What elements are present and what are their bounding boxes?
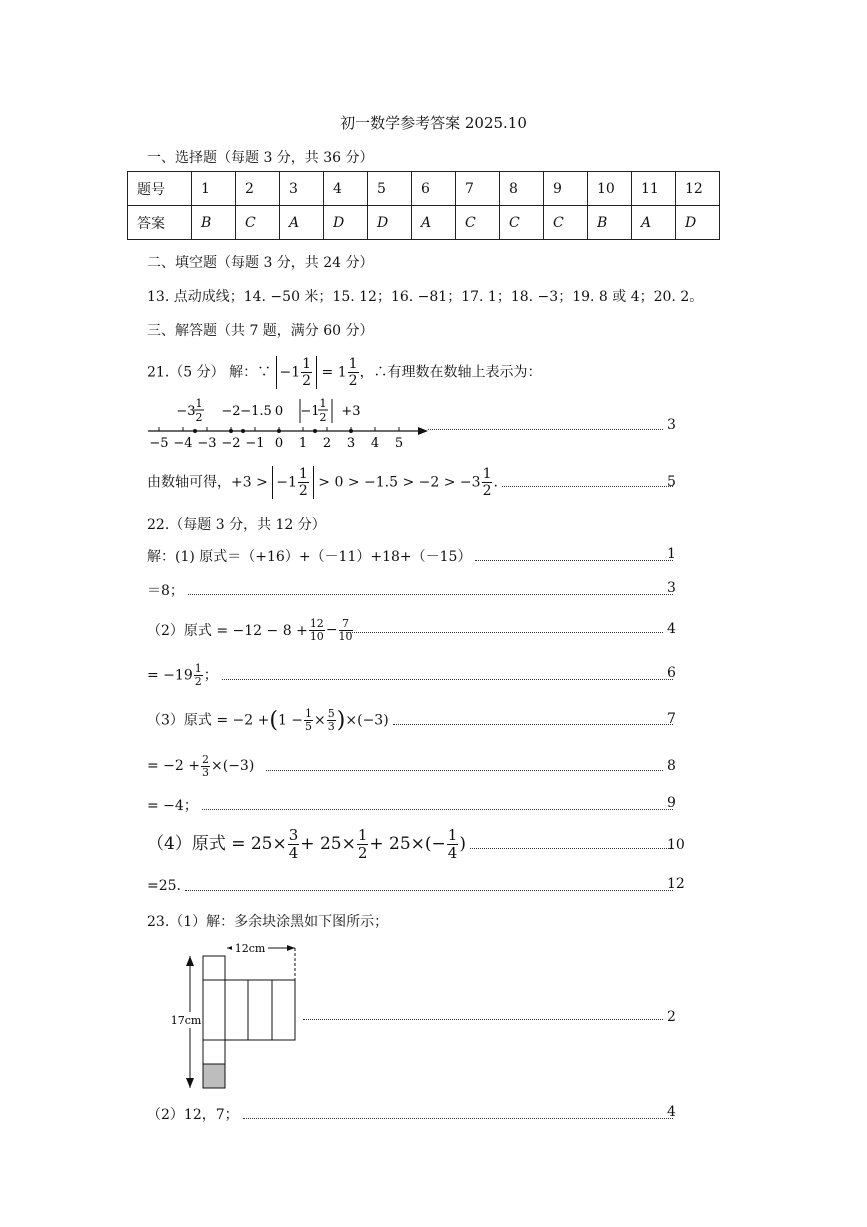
point-label: +3 bbox=[341, 404, 361, 419]
table-row bbox=[128, 172, 720, 206]
q22-heading: 22.（每题 3 分，共 12 分） bbox=[147, 517, 326, 533]
q21-statement bbox=[147, 356, 542, 389]
denominator: 4 bbox=[447, 843, 458, 862]
numerator: 1 bbox=[305, 706, 313, 720]
numerator: 1 bbox=[348, 356, 358, 372]
table-cell: 7 bbox=[456, 172, 500, 206]
score: 12 bbox=[667, 876, 685, 892]
numerator: 7 bbox=[339, 618, 353, 631]
expr: （2）原式 = −12 − 8 + bbox=[147, 623, 308, 639]
expr: （3）原式 = −2 + bbox=[147, 712, 270, 728]
tick-label: −2 bbox=[221, 436, 241, 451]
score: 10 bbox=[667, 837, 685, 853]
denominator: 4 bbox=[288, 843, 299, 862]
fraction bbox=[201, 754, 210, 779]
fraction bbox=[288, 827, 300, 862]
dot-leader bbox=[475, 560, 673, 561]
expr: ； bbox=[203, 667, 218, 683]
table-cell: B bbox=[588, 206, 632, 240]
table-row-head: 题号 bbox=[128, 172, 192, 206]
q22-line-text: ＝8； bbox=[147, 583, 184, 599]
q22-line-text: 解：(1) 原式＝（+16）+（－11）+18+（－15） bbox=[147, 549, 472, 565]
denominator: 2 bbox=[357, 843, 368, 862]
numerator: 3 bbox=[288, 825, 299, 844]
point-label: −2 bbox=[221, 404, 241, 419]
table-row-head: 答案 bbox=[128, 206, 192, 240]
arrow bbox=[186, 1078, 194, 1088]
tick-label: −1 bbox=[245, 436, 265, 451]
denominator: 5 bbox=[305, 719, 313, 733]
fraction bbox=[298, 466, 309, 499]
net-cell bbox=[248, 980, 272, 1040]
expr: = −19 bbox=[147, 667, 193, 683]
table-cell: C bbox=[236, 206, 280, 240]
net-cell bbox=[225, 980, 248, 1040]
numerator: 2 bbox=[202, 752, 209, 766]
table-cell: A bbox=[412, 206, 456, 240]
score: 4 bbox=[667, 621, 676, 637]
numerator: 1 bbox=[357, 825, 368, 844]
table-cell: C bbox=[544, 206, 588, 240]
table-cell: 10 bbox=[588, 172, 632, 206]
denominator: 2 bbox=[194, 674, 202, 688]
q21-m1: −1 bbox=[279, 364, 301, 381]
score: 1 bbox=[667, 546, 676, 562]
q21-mid: ，∴有理数在数轴上表示为： bbox=[359, 364, 542, 381]
score: 6 bbox=[667, 665, 676, 681]
numerator: 1 bbox=[447, 825, 458, 844]
q22-line bbox=[147, 614, 354, 646]
score: 2 bbox=[667, 1009, 676, 1025]
point bbox=[193, 429, 197, 433]
expr: 1 − bbox=[277, 712, 304, 728]
numerator: 12 bbox=[309, 616, 324, 630]
fraction bbox=[339, 618, 353, 643]
table-cell: A bbox=[632, 206, 676, 240]
arrow bbox=[287, 945, 295, 951]
dot-leader bbox=[346, 632, 663, 633]
q22-line bbox=[147, 546, 677, 566]
point-label-den: 2 bbox=[319, 411, 327, 424]
score: 9 bbox=[667, 795, 676, 811]
tick-label: 0 bbox=[274, 436, 284, 451]
point-label-den: 2 bbox=[195, 411, 203, 424]
table-cell: B bbox=[192, 206, 236, 240]
score: 5 bbox=[667, 474, 676, 490]
table-cell: C bbox=[456, 206, 500, 240]
conclusion-b: > 0 > −1.5 > −2 > −3 bbox=[318, 474, 481, 490]
table-cell: 9 bbox=[544, 172, 588, 206]
section-fill-heading: 二、填空题（每题 3 分，共 24 分） bbox=[147, 255, 374, 271]
dot-leader bbox=[185, 890, 673, 891]
score: 3 bbox=[667, 417, 676, 433]
table-cell: 5 bbox=[368, 172, 412, 206]
tick-label: 4 bbox=[370, 436, 380, 451]
dot-leader bbox=[202, 809, 673, 810]
denominator: 2 bbox=[302, 373, 312, 389]
expr: （4）原式 = 25× bbox=[147, 833, 287, 854]
table-cell: D bbox=[324, 206, 368, 240]
net-cell-shaded bbox=[203, 1064, 225, 1088]
table-cell: 12 bbox=[676, 172, 720, 206]
q22-line bbox=[147, 660, 677, 690]
fraction bbox=[348, 356, 359, 389]
tick-label: −4 bbox=[173, 436, 193, 451]
numerator: 1 bbox=[194, 661, 202, 675]
denominator: 2 bbox=[348, 373, 358, 389]
table-row bbox=[128, 206, 720, 240]
numerator: 1 bbox=[298, 465, 308, 482]
point-label: −1 bbox=[300, 404, 320, 419]
point bbox=[241, 429, 245, 433]
point-label-num: 1 bbox=[319, 397, 327, 410]
fraction bbox=[447, 827, 459, 862]
section-solve-heading: 三、解答题（共 7 题，满分 60 分） bbox=[147, 323, 374, 339]
table-cell: 11 bbox=[632, 172, 676, 206]
q23-line-text: （2）12，7； bbox=[147, 1107, 239, 1123]
q22-line-text: =25. bbox=[147, 878, 181, 894]
choice-answer-table bbox=[127, 171, 720, 240]
table-cell: D bbox=[368, 206, 412, 240]
expr: − bbox=[325, 622, 338, 638]
numerator: 1 bbox=[302, 356, 312, 372]
denominator: 3 bbox=[327, 719, 335, 733]
q22-line-text bbox=[147, 827, 466, 862]
dot-leader bbox=[428, 429, 663, 430]
denominator: 10 bbox=[338, 629, 353, 643]
tick-label: −5 bbox=[149, 436, 169, 451]
section-choice-heading: 一、选择题（每题 3 分，共 36 分） bbox=[147, 150, 374, 166]
net-cell bbox=[203, 980, 225, 1040]
point bbox=[229, 429, 233, 433]
dot-leader bbox=[188, 594, 673, 595]
expr: ×(−3) bbox=[211, 758, 255, 774]
table-cell: 4 bbox=[324, 172, 368, 206]
paren: ) bbox=[336, 707, 346, 733]
point-label-num: 1 bbox=[195, 397, 203, 410]
height-label: 17cm bbox=[170, 1014, 202, 1027]
tick-label: 2 bbox=[322, 436, 332, 451]
dot-leader bbox=[266, 770, 663, 771]
number-line bbox=[140, 395, 440, 455]
dot-leader bbox=[222, 679, 673, 680]
tick-label: −3 bbox=[197, 436, 217, 451]
net-diagram bbox=[165, 936, 305, 1092]
score: 7 bbox=[667, 711, 676, 727]
dot-leader bbox=[243, 1118, 673, 1119]
denominator: 2 bbox=[298, 482, 308, 499]
point-label: 0 bbox=[274, 404, 284, 419]
q22-line-text bbox=[147, 708, 389, 733]
tick-label: 3 bbox=[346, 436, 356, 451]
q23-heading: 23.（1）解：多余块涂黑如下图所示； bbox=[147, 914, 389, 930]
q22-line-text bbox=[147, 663, 218, 688]
table-cell: C bbox=[500, 206, 544, 240]
width-label: 12cm bbox=[234, 942, 266, 955]
q22-line bbox=[147, 826, 677, 862]
table-cell: 3 bbox=[280, 172, 324, 206]
q22-line bbox=[147, 580, 677, 600]
expr: + 25×(− bbox=[369, 833, 446, 854]
point bbox=[277, 429, 281, 433]
fraction bbox=[194, 663, 203, 688]
tick-label: 5 bbox=[394, 436, 404, 451]
denominator: 3 bbox=[202, 765, 209, 779]
point bbox=[313, 429, 317, 433]
q21-head: 21.（5 分） 解：∵ bbox=[147, 364, 272, 381]
dot-leader bbox=[303, 1019, 663, 1020]
q21-conclusion bbox=[147, 465, 677, 499]
q22-line-text: = −4； bbox=[147, 798, 198, 814]
score: 4 bbox=[667, 1104, 676, 1120]
q23-line bbox=[147, 1104, 677, 1124]
conclusion-a: 由数轴可得，+3 > bbox=[147, 474, 268, 490]
dot-leader bbox=[470, 848, 673, 849]
arrow bbox=[186, 956, 194, 966]
score: 3 bbox=[667, 580, 676, 596]
fraction bbox=[482, 466, 493, 499]
abs-value bbox=[272, 466, 314, 499]
net-cell bbox=[203, 1040, 225, 1064]
expr: + 25× bbox=[300, 833, 356, 854]
point-label: −3 bbox=[176, 404, 196, 419]
score: 8 bbox=[667, 758, 676, 774]
abs-value bbox=[276, 356, 318, 389]
q21-conclusion-text: 由数轴可得，+3 > −1 $\frac{1}{2}$ > 0 > −1.5 > −2 > −3 $\frac{1}{2}$ . bbox=[147, 465, 498, 499]
fraction bbox=[309, 618, 325, 643]
fraction bbox=[327, 708, 336, 733]
expr: ×(−3) bbox=[345, 712, 389, 728]
fraction bbox=[301, 356, 312, 389]
tick-label: 1 bbox=[298, 436, 308, 451]
table-cell: D bbox=[676, 206, 720, 240]
page-title: 初一数学参考答案 2025.10 bbox=[340, 114, 527, 132]
fill-answers: 13. 点动成线；14. −50 米；15. 12；16. −81；17. 1；18. −3；19. 8 或 4；20. 2。 bbox=[147, 289, 704, 305]
fraction bbox=[357, 827, 369, 862]
fraction bbox=[304, 708, 313, 733]
table-cell: 8 bbox=[500, 172, 544, 206]
dot-leader bbox=[502, 486, 673, 487]
numerator: 5 bbox=[327, 706, 335, 720]
q22-line bbox=[147, 795, 677, 815]
table-cell: A bbox=[280, 206, 324, 240]
net-cell bbox=[272, 980, 295, 1040]
q21-eq: = 1 bbox=[321, 364, 347, 381]
q22-line bbox=[147, 702, 677, 738]
numerator: 1 bbox=[482, 465, 492, 482]
paren: ( bbox=[269, 707, 278, 733]
q22-line bbox=[147, 876, 677, 896]
expr: × bbox=[314, 712, 326, 728]
table-cell: 6 bbox=[412, 172, 456, 206]
table-cell: 2 bbox=[236, 172, 280, 206]
axis-arrow bbox=[418, 427, 428, 435]
q22-line bbox=[147, 750, 254, 782]
q21-m1: −1 bbox=[276, 474, 297, 490]
point-label: −1.5 bbox=[240, 404, 272, 419]
point bbox=[349, 429, 353, 433]
expr: = −2 + bbox=[147, 758, 200, 774]
denominator: 2 bbox=[482, 482, 492, 499]
denominator: 10 bbox=[309, 629, 324, 643]
expr: ) bbox=[459, 833, 466, 854]
table-cell: 1 bbox=[192, 172, 236, 206]
dot-leader bbox=[393, 724, 673, 725]
net-cell bbox=[203, 956, 225, 980]
